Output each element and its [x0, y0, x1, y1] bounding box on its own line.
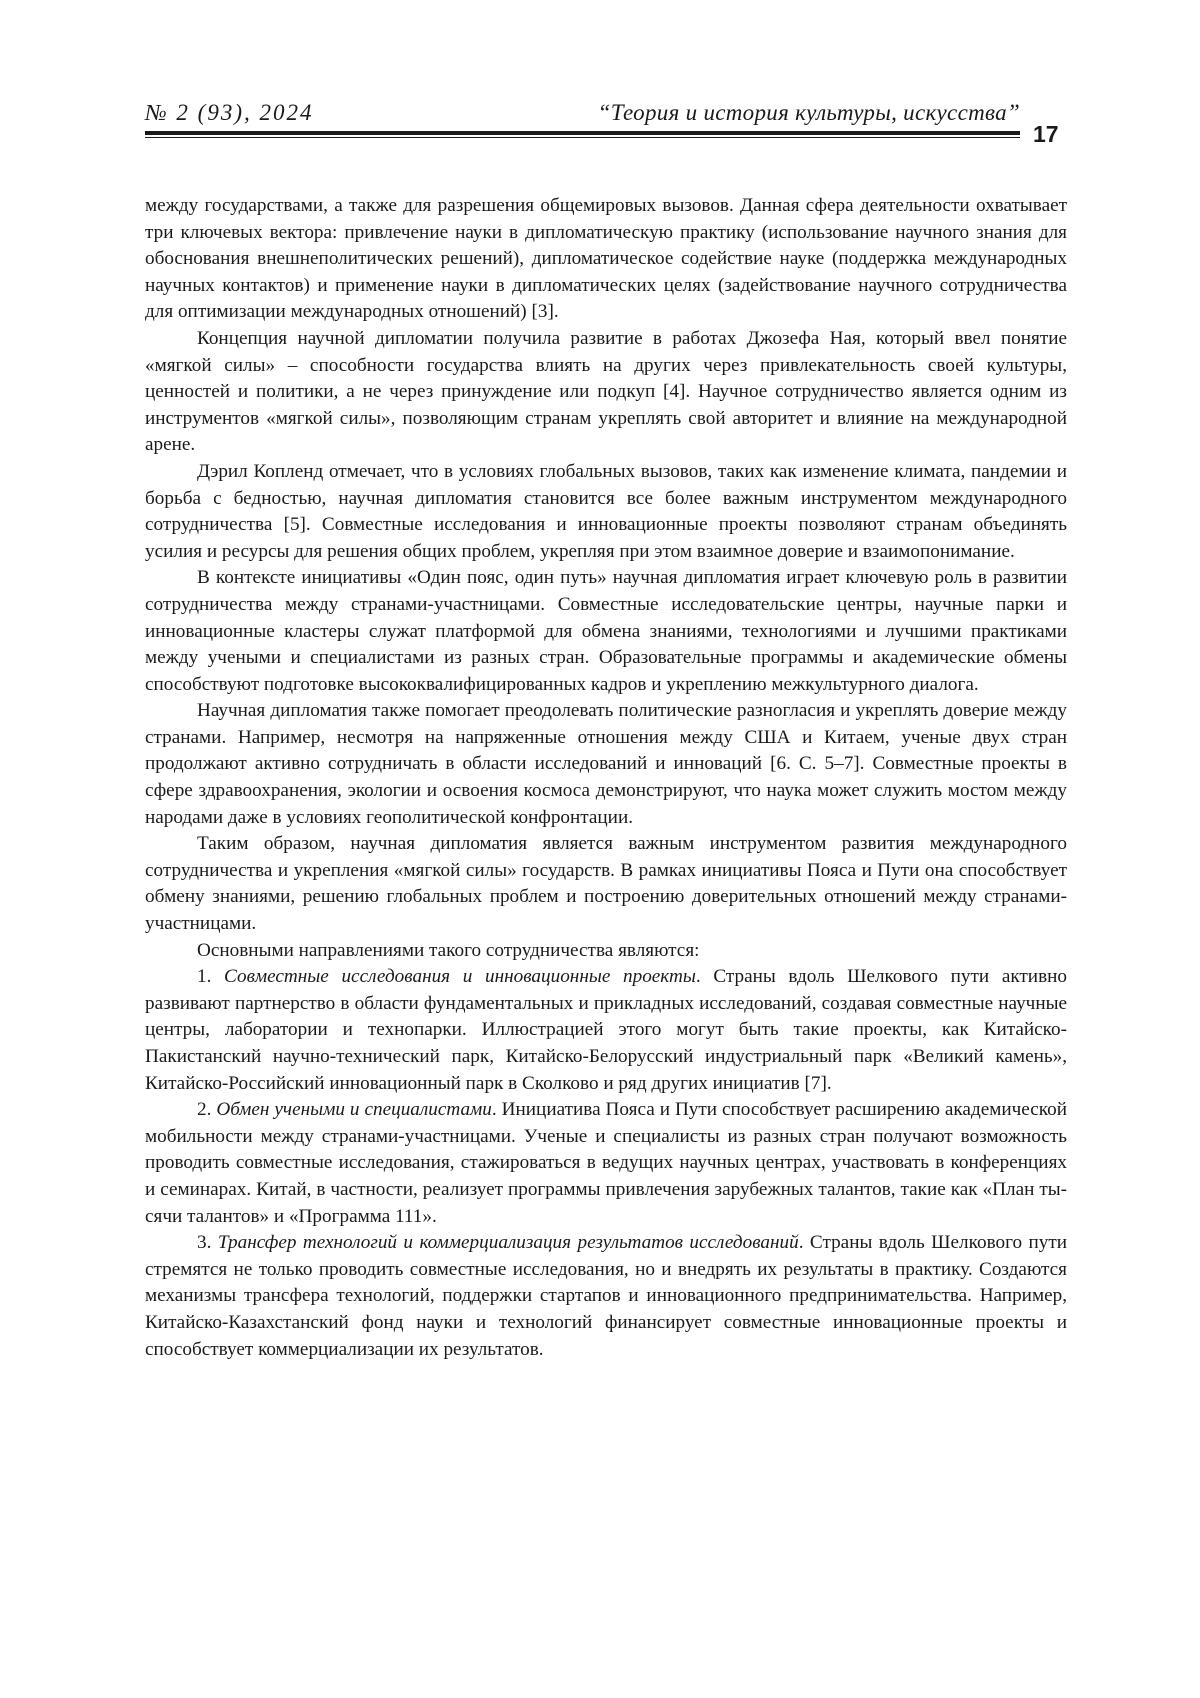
list-item-1-heading: Совместные исследования и инновационные проекты — [224, 966, 696, 988]
list-item-3-heading: Трансфер технологий и коммерциализация результатов исследований — [217, 1232, 799, 1254]
list-item-1 — [145, 964, 1067, 1097]
list-item-2 — [145, 1097, 1067, 1230]
paragraph-6: Таким образом, научная дипломатия является важным инструментом развития международного сотрудничества и укрепления «мягкой силы» государств. В рамках инициативы Пояса и Пути она способствует обмену знаниями, решению глобальных проблем и построению доверительных отношений между странами-участницами. — [145, 833, 1067, 935]
list-item-1-text: . Страны вдоль Шелкового пути активно развивают партнерство в области фундаментальных и прикладных исследований, создавая совместные научные центры, лаборатории и технопарки. Иллюстрацией этого могут быть такие проекты, как Китайско-Пакистанский научно-технический парк, Китайско-Белорусский индустриальный парк «Великий камень», Китайско-Российский инновационный парк в Сколково и ряд других инициатив [7]. — [145, 966, 1067, 1094]
issue-number: № 2 (93), 2024 — [145, 100, 314, 125]
paragraph-2: Концепция научной дипломатии получила развитие в работах Джозефа Ная, который ввел понятие «мягкой силы» – способности государства влиять на других через привлекательность своей культуры, ценностей и политики, а не через принуждение или подкуп [4]. Научное сотрудничество является одним из инструментов «мягкой силы», позволяющим странам укреплять свой авторитет и влияние на международной арене. — [145, 327, 1067, 456]
list-item-3-number: 3. — [197, 1232, 218, 1254]
paragraph-5: Научная дипломатия также помогает преодолевать политические разногласия и укреплять доверие между странами. Например, несмотря на напряженные отношения между США и Китаем, ученые двух стран продолжают активно сотрудничать в области исследований и инноваций [6. С. 5–7]. Совместные проекты в сфере здравоохранения, экологии и освоения космоса демонстрируют, что наука может служить мостом между народами даже в условиях геополитической конфронтации. — [145, 700, 1067, 828]
header-rule-thick — [145, 131, 1020, 135]
journal-title: “Теория и история культуры, искусства” — [597, 100, 1020, 125]
paragraph-1: между государствами, а также для разрешения общемировых вызовов. Данная сфера деятельности охватывает три ключевых вектора: привлечение науки в дипломатическую практику (использование научного знания для обоснования внешнеполитических решений), дипломатическое содействие науке (поддержка международных научных контактов) и применение науки в дипломатических целях (задействование научного сотрудничества для оптимизации международных отношений) [3]. — [145, 195, 1067, 323]
list-item-3-text: . Страны вдоль Шелкового пути стремятся не только проводить совместные исследования, но и внедрять их результаты в практику. Создаются механизмы трансфера технологий, поддержки стартапов и инновационного предпринимательства. Например, Китайско-Казахстанский фонд науки и технологий финансирует совместные инновационные проекты и способствует коммерциализации их результатов. — [145, 1232, 1068, 1360]
running-header — [145, 100, 1020, 138]
list-item-3 — [145, 1230, 1067, 1363]
list-item-2-heading: Обмен учеными и специалистами — [216, 1099, 492, 1121]
page-number: 17 — [1033, 121, 1059, 147]
paragraph-4: В контексте инициативы «Один пояс, один путь» научная дипломатия играет ключевую роль в развитии сотрудничества между странами-участницами. Совместные исследовательские центры, научные парки и инновационные кластеры служат платформой для обмена знаниями, технологиями и лучшими практиками между учеными и специалистами из разных стран. Образовательные программы и академические обмены способствуют подготовке высококвалифицированных кадров и укреплению межкультурного диалога. — [145, 567, 1067, 695]
article-body — [145, 193, 1067, 1363]
list-item-1-number: 1. — [197, 966, 225, 988]
paragraph-3: Дэрил Копленд отмечает, что в условиях глобальных вызовов, таких как изменение климата, пандемии и борьба с бедностью, научная дипломатия становится все более важным инструментом международного сотрудничества [5]. Совместные исследования и инновационные проекты позволяют странам объединять усилия и ресурсы для решения общих проблем, укрепляя при этом взаимное доверие и взаимопонимание. — [145, 460, 1067, 562]
paragraph-7: Основными направлениями такого сотрудничества являются: — [197, 939, 700, 961]
list-item-2-number: 2. — [197, 1099, 217, 1121]
header-rule-thin — [145, 137, 1020, 138]
list-item-2-text: . Инициатива Пояса и Пути способствует расширению академической мобильности между странами-участницами. Ученые и специалисты из разных стран получают возможность проводить совместные исследования, стажироваться в ведущих научных центрах, участвовать в конференциях и семинарах. Китай, в частности, реализует программы привлечения зарубежных талантов, такие как «План тысячи талантов» и «Программа 111». — [145, 1099, 1068, 1227]
